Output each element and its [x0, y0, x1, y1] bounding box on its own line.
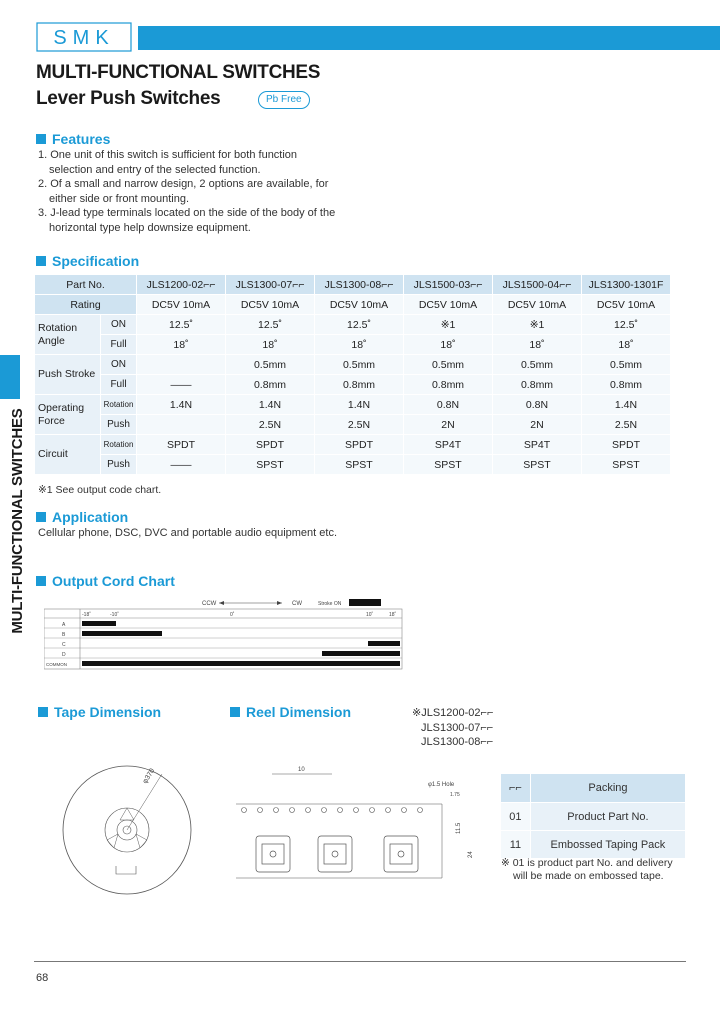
full-label: Full	[101, 335, 137, 355]
rotation-label: Rotation	[101, 435, 137, 455]
value-cell: 18˚	[315, 335, 404, 355]
value-cell: SPDT	[137, 435, 226, 455]
value-cell: 2.5N	[315, 415, 404, 435]
spec-row-rotation-on	[35, 315, 671, 335]
reel-diameter-label: φ370	[141, 767, 157, 786]
row-label: C	[62, 642, 66, 648]
value-cell: 1.4N	[226, 395, 315, 415]
model-cell: JLS1500-03⌐⌐	[404, 275, 493, 295]
spec-row-circuit-rotation	[35, 435, 671, 455]
value-cell: 0.5mm	[493, 355, 582, 375]
angle-label: -18˚	[82, 612, 91, 618]
page-title: MULTI-FUNCTIONAL SWITCHES	[36, 62, 321, 83]
packing-note-line: will be made on embossed tape.	[513, 870, 664, 882]
packing-header-row	[501, 774, 686, 803]
code-bar-a	[82, 621, 116, 626]
model-cell: JLS1300-07⌐⌐	[226, 275, 315, 295]
value-cell: 0.5mm	[226, 355, 315, 375]
packing-note-line: ※ 01 is product part No. and delivery	[501, 857, 673, 869]
value-cell: SP4T	[404, 435, 493, 455]
pb-free-badge: Pb Free	[258, 91, 310, 109]
features-line: either side or front mounting.	[49, 192, 190, 205]
rating-cell: DC5V 10mA	[582, 295, 671, 315]
on-label: ON	[101, 355, 137, 375]
value-cell: SPDT	[315, 435, 404, 455]
value-cell: 2.5N	[582, 415, 671, 435]
features-heading: Features	[36, 131, 110, 147]
value-cell: 0.8mm	[493, 375, 582, 395]
reel-dimension-heading: Reel Dimension	[230, 704, 351, 720]
code-bar-b	[82, 631, 162, 636]
value-cell: 2N	[404, 415, 493, 435]
cw-label: CW	[292, 601, 302, 607]
value-cell: 0.5mm	[582, 355, 671, 375]
packing-code: 01	[501, 803, 531, 831]
bullet-square-icon	[36, 256, 46, 266]
features-line: 3. J-lead type terminals located on the side of the body of the	[38, 207, 336, 219]
push-label: Push	[101, 415, 137, 435]
value-cell: 1.4N	[137, 395, 226, 415]
push-stroke-label: Push Stroke	[35, 355, 101, 395]
specification-heading: Specification	[36, 253, 139, 269]
bullet-square-icon	[38, 707, 48, 717]
angle-label: 0˚	[230, 612, 235, 618]
sprocket-holes	[242, 808, 423, 813]
spec-row-rating	[35, 295, 671, 315]
bullet-square-icon	[36, 576, 46, 586]
features-line: 2. Of a small and narrow design, 2 options are available, for	[38, 178, 329, 190]
value-cell: SP4T	[493, 435, 582, 455]
output-code-chart	[44, 596, 406, 672]
spec-row-push-on	[35, 355, 671, 375]
value-cell: 18˚	[493, 335, 582, 355]
bullet-square-icon	[36, 512, 46, 522]
value-cell: SPDT	[582, 435, 671, 455]
code-bar-common	[82, 661, 400, 666]
packing-code: 11	[501, 831, 531, 859]
hole-label: φ1.5 Hole	[428, 782, 455, 788]
features-line: selection and entry of the selected function.	[49, 163, 261, 176]
model-line: ※JLS1200-02⌐⌐	[412, 707, 494, 719]
rating-cell: DC5V 10mA	[226, 295, 315, 315]
rating-cell: DC5V 10mA	[315, 295, 404, 315]
page-number: 68	[36, 972, 49, 984]
model-cell: JLS1500-04⌐⌐	[493, 275, 582, 295]
value-cell: 0.8N	[493, 395, 582, 415]
value-cell	[137, 415, 226, 435]
stroke-on-bar	[349, 599, 381, 606]
header-bar	[138, 26, 720, 50]
packing-row	[501, 803, 686, 831]
spec-footnote: ※1 See output code chart.	[38, 484, 162, 496]
features-line: 1. One unit of this switch is sufficient for both function	[38, 149, 298, 161]
logo-text: SMK	[53, 27, 115, 49]
code-bar-c	[368, 641, 400, 646]
value-cell: 0.5mm	[404, 355, 493, 375]
spec-row-rotation-full	[35, 335, 671, 355]
applicable-models	[412, 706, 493, 750]
arrow-left-icon	[219, 601, 224, 605]
rating-cell: DC5V 10mA	[404, 295, 493, 315]
smk-logo	[36, 22, 132, 52]
tape-dimension-heading: Tape Dimension	[38, 704, 161, 720]
spec-table	[34, 274, 671, 475]
spec-row-push-full	[35, 375, 671, 395]
value-cell: SPDT	[226, 435, 315, 455]
spec-row-part-no	[35, 275, 671, 295]
rotation-angle-label: Rotation Angle	[35, 315, 101, 355]
value-cell: 2.5N	[226, 415, 315, 435]
operating-force-label: Operating Force	[35, 395, 101, 435]
model-cell: JLS1300-08⌐⌐	[315, 275, 404, 295]
part-no-label: Part No.	[35, 275, 137, 295]
value-cell: 1.4N	[582, 395, 671, 415]
features-line: horizontal type help downsize equipment.	[49, 221, 251, 234]
ccw-label: CCW	[202, 601, 217, 607]
model-cell: JLS1300-1301F	[582, 275, 671, 295]
output-chart-heading: Output Cord Chart	[36, 573, 175, 589]
value-cell: 18˚	[226, 335, 315, 355]
packing-label: Embossed Taping Pack	[530, 831, 685, 859]
on-label: ON	[101, 315, 137, 335]
row-label: B	[62, 632, 66, 638]
value-cell: ——	[137, 455, 226, 475]
value-cell: 0.8mm	[582, 375, 671, 395]
code-bar-d	[322, 651, 400, 656]
spec-row-force-rotation	[35, 395, 671, 415]
packing-note	[501, 857, 673, 883]
value-cell: ——	[137, 375, 226, 395]
page-subtitle: Lever Push Switches	[36, 88, 221, 109]
value-cell: SPST	[226, 455, 315, 475]
value-cell: 0.8mm	[315, 375, 404, 395]
value-cell: ※1	[404, 315, 493, 335]
value-cell: 0.5mm	[315, 355, 404, 375]
value-cell: 12.5˚	[315, 315, 404, 335]
row-label: COMMON	[46, 662, 67, 667]
packing-label-header: Packing	[530, 774, 685, 803]
pocket-switches	[256, 836, 418, 872]
model-line: JLS1300-07⌐⌐	[421, 721, 494, 734]
value-cell: 0.8N	[404, 395, 493, 415]
offset-label: 11.5	[456, 822, 462, 834]
bullet-square-icon	[36, 134, 46, 144]
reel-drawing	[52, 760, 212, 900]
value-cell: 18˚	[404, 335, 493, 355]
footer-rule	[34, 961, 686, 962]
value-cell: 12.5˚	[582, 315, 671, 335]
packing-code-header: ⌐⌐	[501, 774, 531, 803]
angle-label: 18˚	[389, 612, 397, 618]
value-cell: SPST	[404, 455, 493, 475]
spec-row-circuit-push	[35, 455, 671, 475]
angle-label: 10˚	[366, 612, 374, 618]
rating-label: Rating	[35, 295, 137, 315]
row-label: D	[62, 652, 66, 658]
packing-row	[501, 831, 686, 859]
row-label: A	[62, 622, 66, 628]
packing-label: Product Part No.	[530, 803, 685, 831]
model-line: JLS1300-08⌐⌐	[421, 736, 494, 748]
application-heading: Application	[36, 509, 128, 525]
value-cell: 18˚	[582, 335, 671, 355]
value-cell: 18˚	[137, 335, 226, 355]
thickness-label: 1.75	[450, 792, 460, 798]
value-cell: 1.4N	[315, 395, 404, 415]
push-label: Push	[101, 455, 137, 475]
pitch-label: 10	[298, 767, 305, 773]
tape-drawing	[232, 760, 482, 890]
application-text: Cellular phone, DSC, DVC and portable audio equipment etc.	[38, 527, 338, 539]
value-cell: 0.8mm	[226, 375, 315, 395]
value-cell: SPST	[582, 455, 671, 475]
bullet-square-icon	[230, 707, 240, 717]
model-cell: JLS1200-02⌐⌐	[137, 275, 226, 295]
value-cell: ※1	[493, 315, 582, 335]
angle-label: -10˚	[110, 612, 119, 618]
features-list	[38, 148, 348, 235]
value-cell: SPST	[315, 455, 404, 475]
packing-table	[500, 773, 686, 859]
value-cell: 0.8mm	[404, 375, 493, 395]
value-cell: 12.5˚	[226, 315, 315, 335]
spec-row-force-push	[35, 415, 671, 435]
sidebar-label: MULTI-FUNCTIONAL SWITCHES	[9, 408, 26, 634]
value-cell: SPST	[493, 455, 582, 475]
value-cell: 12.5˚	[137, 315, 226, 335]
rotation-label: Rotation	[101, 395, 137, 415]
rating-cell: DC5V 10mA	[493, 295, 582, 315]
full-label: Full	[101, 375, 137, 395]
value-cell: 2N	[493, 415, 582, 435]
width-label: 24	[468, 851, 474, 858]
circuit-label: Circuit	[35, 435, 101, 475]
rating-cell: DC5V 10mA	[137, 295, 226, 315]
stroke-on-label: Stroke ON	[318, 601, 342, 607]
value-cell	[137, 355, 226, 375]
